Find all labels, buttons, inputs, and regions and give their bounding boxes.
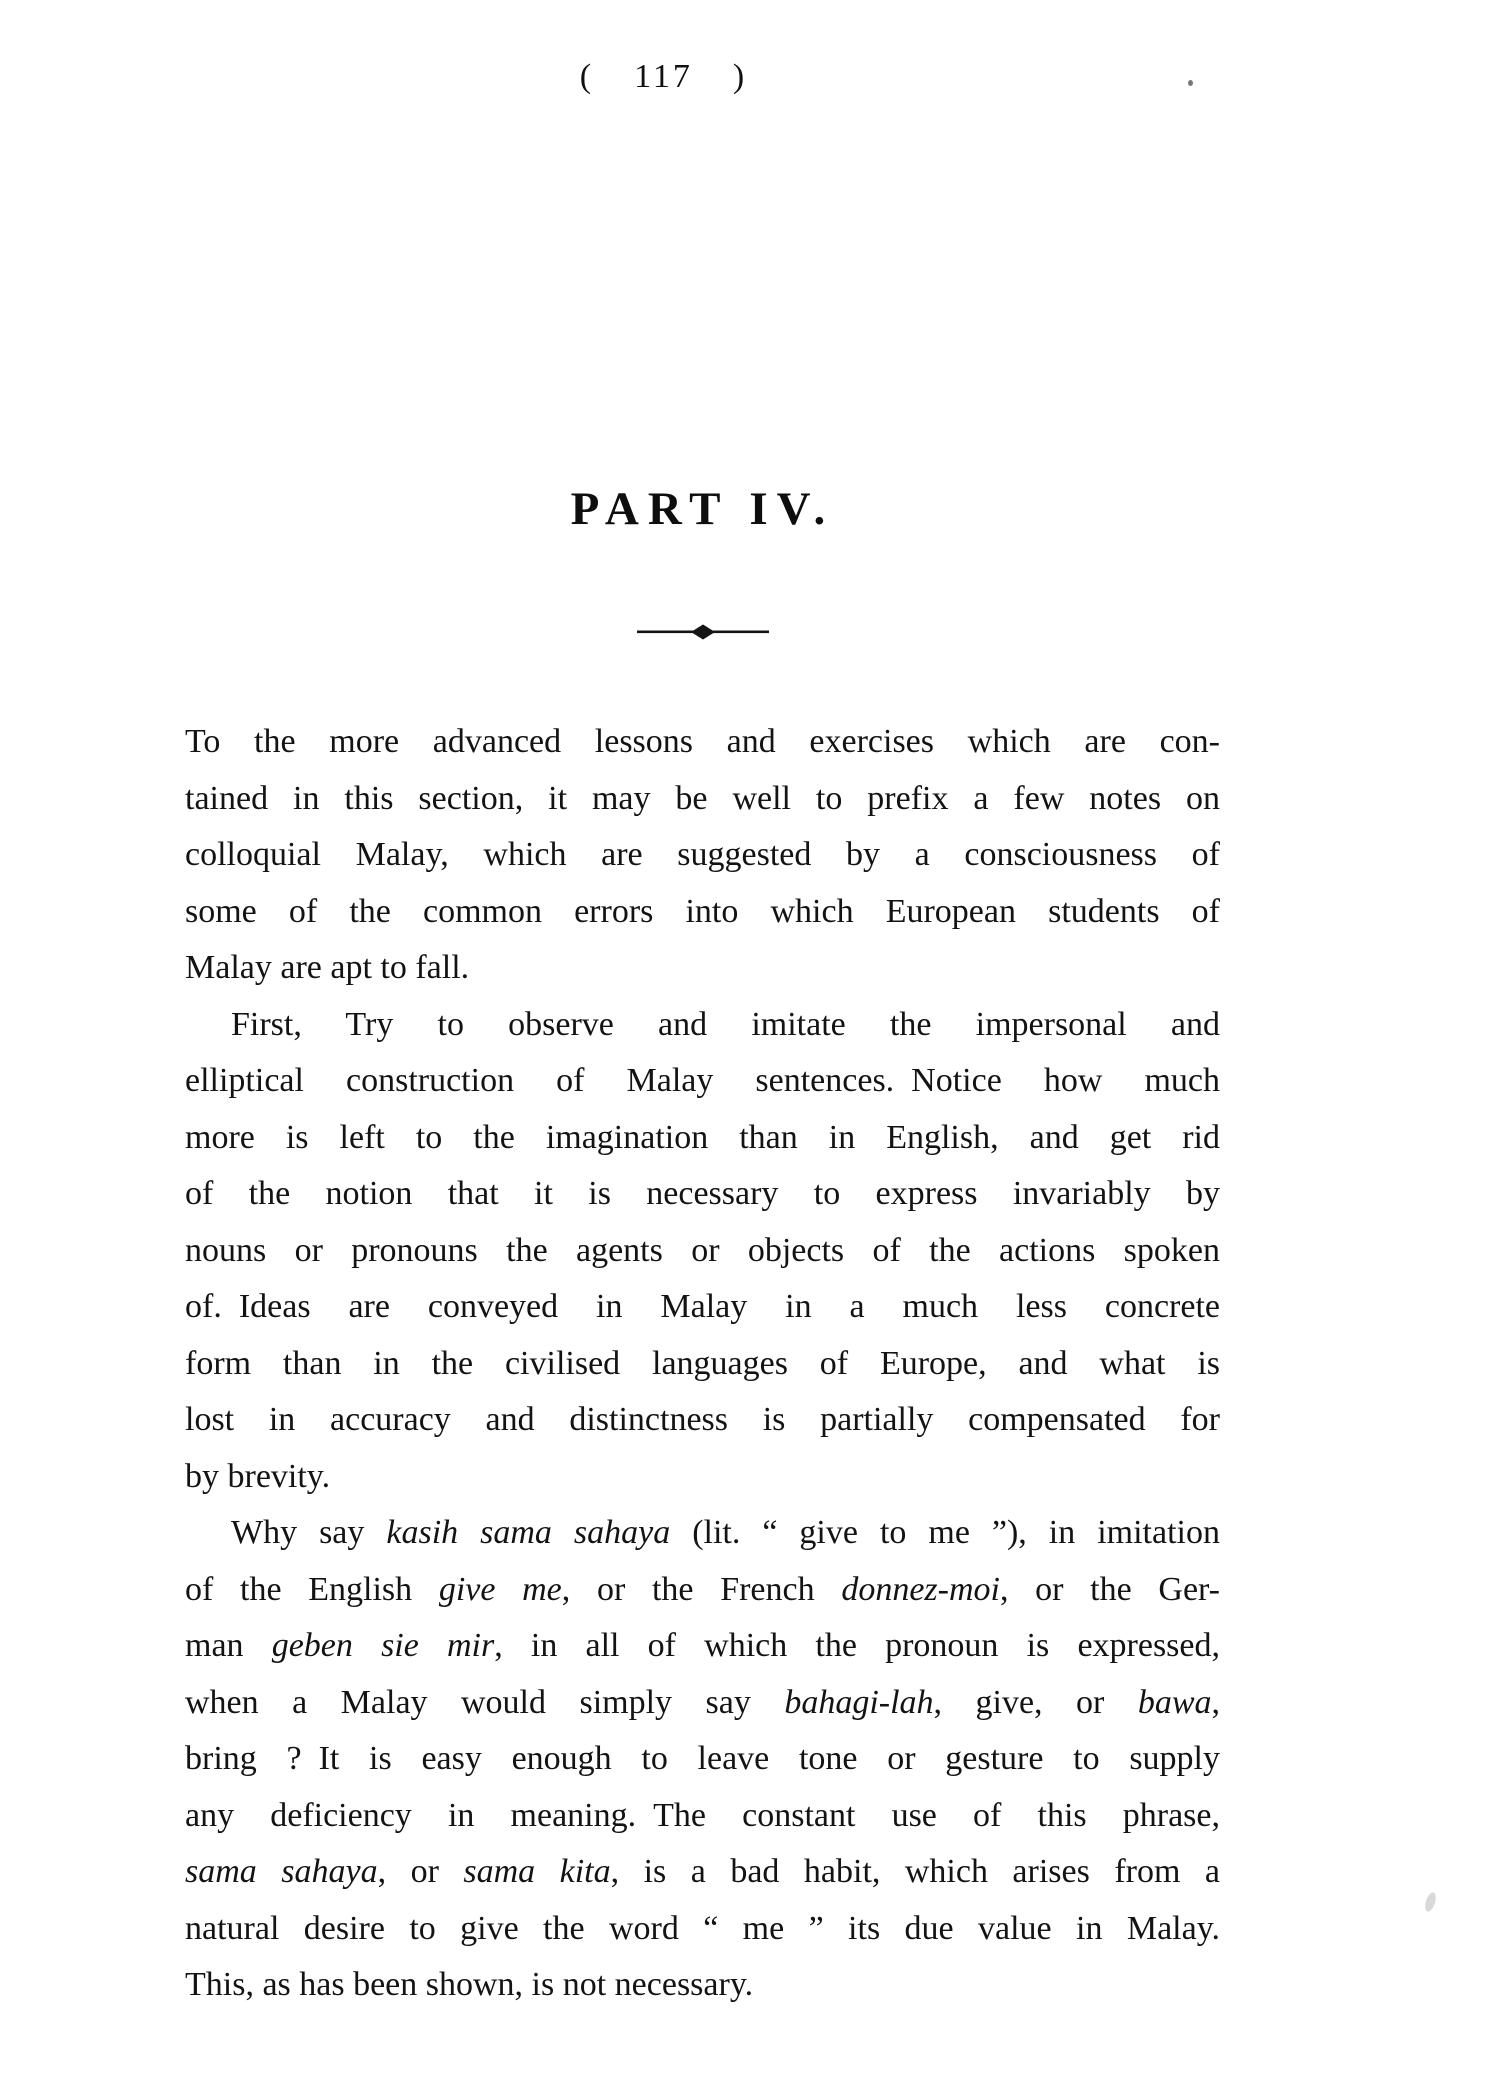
italic-phrase: kasih sama sahaya (386, 1514, 671, 1551)
text-segment: First, Try to observe and imitate the impersonal and (231, 1005, 1220, 1043)
text-line (185, 1957, 1220, 2014)
text-line (185, 997, 1220, 1054)
text-segment: To the more advanced lessons and exercises which are con- (185, 723, 1220, 760)
text-segment: , (1211, 1683, 1220, 1721)
text-line (185, 827, 1220, 884)
text-line (185, 1110, 1220, 1167)
italic-phrase: give me (438, 1570, 562, 1608)
text-segment: , in all of which the pronoun is expressed, (494, 1627, 1221, 1664)
text-segment: of the English (185, 1570, 439, 1608)
text-segment: of. Ideas are conveyed in Malay in a much less concrete (185, 1288, 1220, 1325)
text-segment: tained in this section, it may be well to prefix a few notes on (185, 779, 1220, 817)
text-segment: Malay are apt to fall. (185, 949, 470, 986)
text-line (185, 1675, 1220, 1732)
text-line (185, 1336, 1220, 1393)
text-segment: natural desire to give the word “ me ” its due value in Malay. (185, 1909, 1220, 1947)
page-number: ( 117 ) (579, 58, 748, 95)
text-line (185, 1618, 1220, 1675)
text-segment: , or the Ger- (999, 1570, 1220, 1608)
text-line (185, 1505, 1220, 1562)
text-line (185, 1901, 1220, 1958)
text-line (185, 771, 1220, 828)
text-segment: any deficiency in meaning. The constant use of this phrase, (185, 1796, 1220, 1834)
text-segment: nouns or pronouns the agents or objects of the actions spoken (185, 1231, 1220, 1269)
italic-phrase: bawa (1137, 1683, 1212, 1721)
body-text (185, 714, 1220, 2014)
text-segment: some of the common errors into which European students of (185, 892, 1220, 930)
text-line (185, 1279, 1220, 1336)
text-segment: bring ? It is easy enough to leave tone or gesture to supply (185, 1740, 1220, 1777)
text-segment: Why say (231, 1514, 387, 1551)
rule-with-diamond-icon (637, 624, 769, 640)
italic-phrase: donnez-moi (841, 1570, 1000, 1608)
text-line (185, 1731, 1220, 1788)
text-segment: of the notion that it is necessary to express invariably by (185, 1175, 1220, 1212)
text-line (185, 1449, 1220, 1506)
text-segment: , give, or (933, 1683, 1138, 1721)
paragraph (185, 714, 1220, 997)
text-segment: lost in accuracy and distinctness is partially compensated for (185, 1401, 1220, 1438)
text-line (185, 1392, 1220, 1449)
text-segment: colloquial Malay, which are suggested by a consciousness of (185, 836, 1220, 873)
italic-phrase: sama sahaya (185, 1853, 378, 1890)
text-segment: , or (377, 1853, 464, 1890)
text-line (185, 1788, 1220, 1845)
text-line (185, 1562, 1220, 1619)
paragraph (185, 1505, 1220, 2014)
text-line (185, 1166, 1220, 1223)
text-segment: (lit. “ give to me ”), in imitation (670, 1514, 1220, 1551)
section-divider-ornament (185, 624, 1220, 640)
scan-artifact-smudge (1423, 1891, 1438, 1913)
text-line (185, 714, 1220, 771)
italic-phrase: sama kita (463, 1853, 611, 1890)
part-title: PART IV. (570, 483, 835, 535)
text-line (185, 1223, 1220, 1280)
text-segment: , or the French (561, 1570, 842, 1608)
text-segment: man (185, 1627, 272, 1664)
italic-phrase: bahagi-lah (784, 1683, 934, 1721)
text-line (185, 940, 1220, 997)
text-segment: This, as has been shown, is not necessary. (185, 1966, 754, 2003)
italic-phrase: geben sie mir (271, 1627, 495, 1664)
text-segment: elliptical construction of Malay sentences. Notice how much (185, 1062, 1220, 1099)
text-segment: more is left to the imagination than in English, and get rid (185, 1118, 1220, 1156)
text-line (185, 884, 1220, 941)
text-segment: by brevity. (185, 1457, 331, 1495)
text-line (185, 1053, 1220, 1110)
text-segment: form than in the civilised languages of Europe, and what is (185, 1344, 1220, 1382)
scan-artifact-dot (1188, 80, 1193, 86)
text-segment: when a Malay would simply say (185, 1683, 785, 1721)
text-segment: , is a bad habit, which arises from a (610, 1853, 1220, 1890)
paragraph (185, 997, 1220, 1506)
text-line (185, 1844, 1220, 1901)
